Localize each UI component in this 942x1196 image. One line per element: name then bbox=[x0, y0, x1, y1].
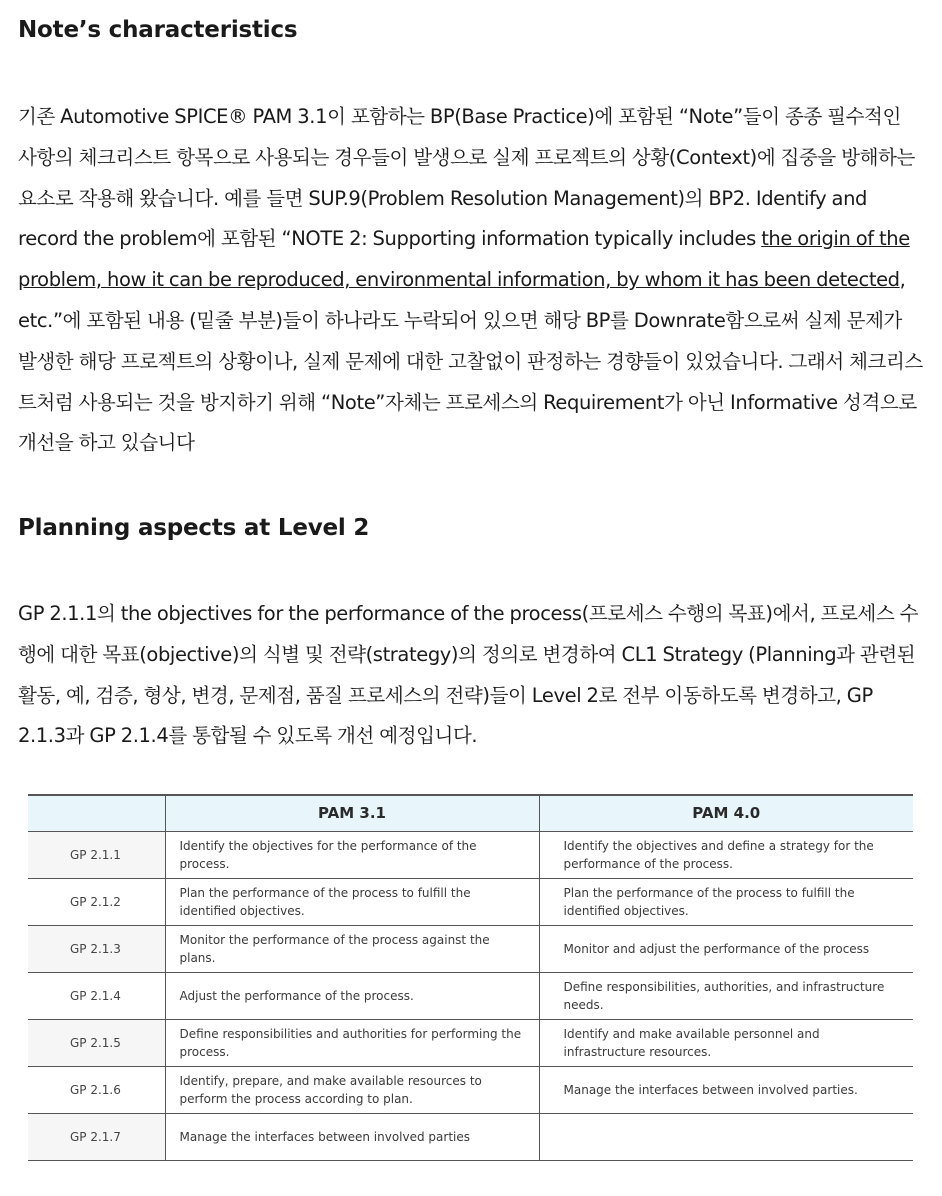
gp-id-cell: GP 2.1.3 bbox=[28, 925, 165, 972]
table-row bbox=[28, 831, 913, 878]
table-row bbox=[28, 1066, 913, 1113]
pam31-cell: Plan the performance of the process to fulfill the identified objectives. bbox=[165, 878, 539, 925]
gp-id-cell: GP 2.1.5 bbox=[28, 1019, 165, 1066]
underlined-text: the origin of the problem, how it can be reproduced, environmental information, by whom it has been detected bbox=[18, 227, 910, 292]
pam40-cell: Monitor and adjust the performance of the process bbox=[563, 941, 870, 956]
table-row bbox=[28, 878, 913, 925]
pam31-cell: Adjust the performance of the process. bbox=[165, 972, 539, 1019]
table-row bbox=[28, 1113, 913, 1160]
header-pam31: PAM 3.1 bbox=[165, 795, 539, 831]
section-paragraph-notes bbox=[18, 97, 924, 464]
gp-id-cell: GP 2.1.1 bbox=[28, 831, 165, 878]
section-paragraph-planning: GP 2.1.1의 the objectives for the performance of the process(프로세스 수행의 목표)에서, 프로세스 수행에 대한 목표(objective)의 식별 및 전략(strategy)의 정의로 변경하여 CL1 Strategy (Planning과 관련된 활동, 예, 검증, 형상, 변경, 문제점, 품질 프로세스의 전략)들이 Level 2로 전부 이동하도록 변경하고, GP 2.1.3과 GP 2.1.4를 통합될 수 있도록 개선 예정입니다. bbox=[18, 602, 919, 748]
table-row bbox=[28, 1019, 913, 1066]
section-heading-notes: Note’s characteristics bbox=[18, 17, 298, 43]
table-header-row bbox=[28, 795, 913, 831]
pam40-cell: Manage the interfaces between involved parties. bbox=[563, 1082, 858, 1097]
gp-id-cell: GP 2.1.2 bbox=[28, 878, 165, 925]
table-row bbox=[28, 925, 913, 972]
paragraph-text-part2: , etc.”에 포함된 내용 (밑줄 부분)들이 하나라도 누락되어 있으면 해당 BP를 Downrate함으로써 실제 문제가 발생한 해당 프로젝트의 상황이나, 실제 문제에 대한 고찰없이 판정하는 경향들이 있었습니다. 그래서 체크리스트처럼 사용되는 것을 방지하기 위해 “Note”자체는 프로세스의 Requirement가 아닌 Informative 성격으로 개선을 하고 있습니다 bbox=[18, 268, 923, 455]
table-row bbox=[28, 972, 913, 1019]
pam40-cell: Plan the performance of the process to fulfill the identified objectives. bbox=[563, 885, 855, 918]
pam40-cell: Identify and make available personnel and infrastructure resources. bbox=[563, 1026, 820, 1059]
header-pam40: PAM 4.0 bbox=[539, 795, 913, 831]
comparison-table bbox=[28, 794, 913, 1161]
pam40-cell: Define responsibilities, authorities, and infrastructure needs. bbox=[563, 979, 885, 1012]
comparison-table-wrapper bbox=[28, 794, 913, 1161]
gp-id-cell: GP 2.1.6 bbox=[28, 1066, 165, 1113]
pam31-cell: Monitor the performance of the process against the plans. bbox=[165, 925, 539, 972]
pam40-cell bbox=[539, 1113, 913, 1160]
gp-id-cell: GP 2.1.7 bbox=[28, 1113, 165, 1160]
pam31-cell: Define responsibilities and authorities for performing the process. bbox=[165, 1019, 539, 1066]
header-gp bbox=[28, 795, 165, 831]
pam31-cell: Identify, prepare, and make available resources to perform the process according to plan. bbox=[165, 1066, 539, 1113]
paragraph-text-part1: 기존 Automotive SPICE® PAM 3.1이 포함하는 BP(Base Practice)에 포함된 “Note”들이 종종 필수적인 사항의 체크리스트 항목으로 사용되는 경우들이 발생으로 실제 프로젝트의 상황(Context)에 집중을 방해하는 요소로 작용해 왔습니다. 예를 들면 SUP.9(Problem Resolution Management)의 BP2. Identify and record the problem에 포함된 “NOTE 2: Supporting information typically includes bbox=[18, 105, 915, 251]
section-heading-planning: Planning aspects at Level 2 bbox=[18, 515, 370, 541]
pam31-cell: Manage the interfaces between involved parties bbox=[165, 1113, 539, 1160]
gp-id-cell: GP 2.1.4 bbox=[28, 972, 165, 1019]
pam31-cell: Identify the objectives for the performance of the process. bbox=[165, 831, 539, 878]
pam40-cell: Identify the objectives and define a strategy for the performance of the process. bbox=[563, 838, 874, 871]
